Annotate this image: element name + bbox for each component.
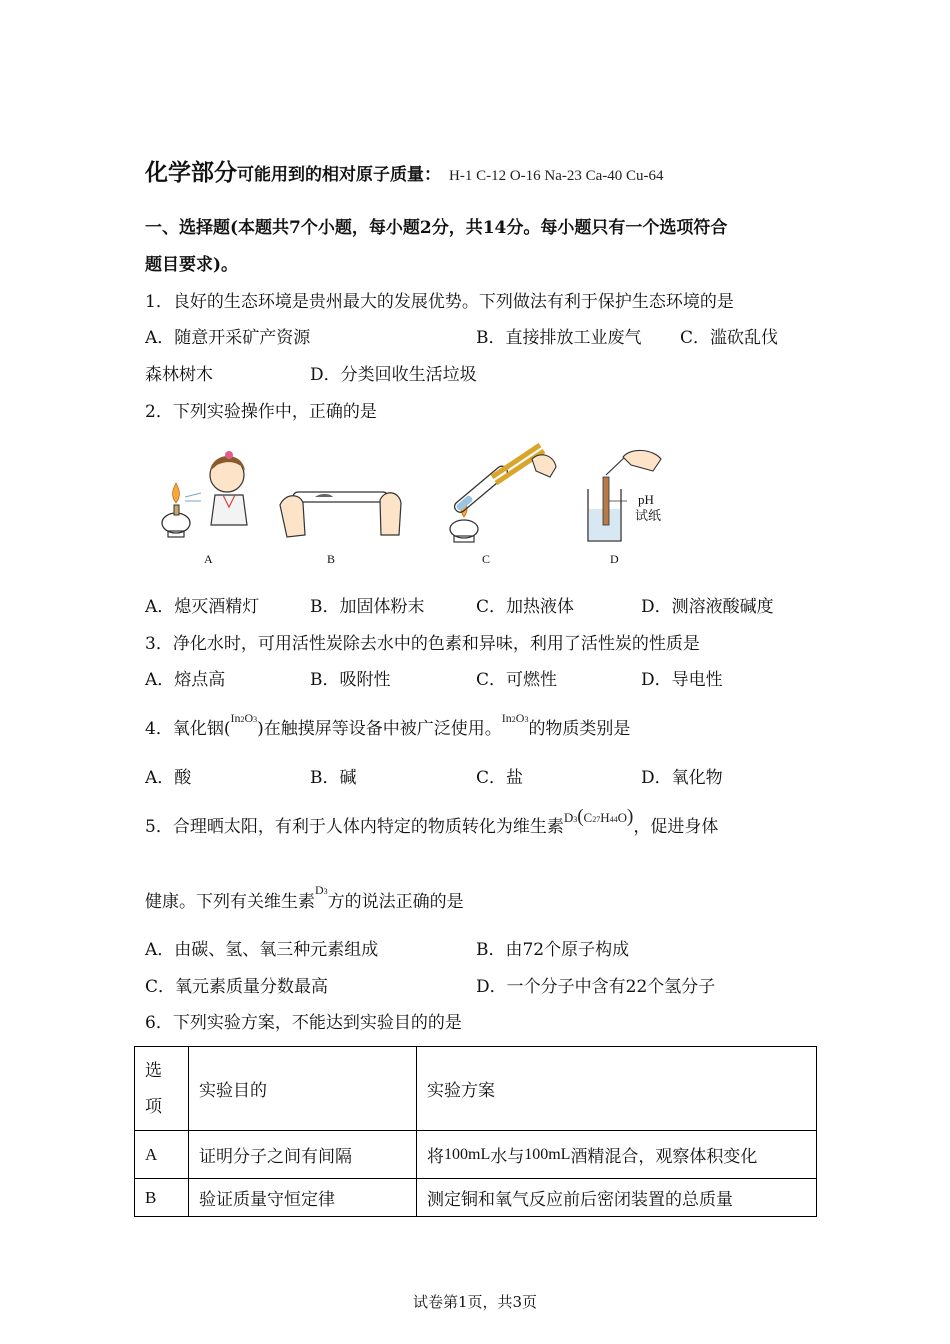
q1-option-a: A．随意开采矿产资源 [145,328,311,348]
row-a-option: A [135,1131,189,1179]
q6-table [134,1046,817,1217]
figure-c-heating-liquid [440,437,560,550]
section-instructions-1: 一、选择题(本题共7个小题，每小题2分，共14分。每小题只有一个选项符合 [145,218,728,238]
section-header [145,159,664,187]
figure-label-b: B [327,552,336,566]
figure-label-d: D [610,552,619,566]
header-purpose: 实验目的 [189,1047,417,1131]
q1-option-c: C．滥砍乱伐 [680,328,779,348]
atomic-mass-values: H-1 C-12 O-16 Na-23 Ca-40 Cu-64 [449,168,664,184]
figure-a-blowing-lamp [155,445,260,550]
formula-d3: D3 [315,883,328,897]
q4-stem-a: 4．氧化铟( [145,719,231,739]
q2-stem: 2．下列实验操作中，正确的是 [145,402,377,422]
figure-label-c: C [482,552,491,566]
q6-stem: 6．下列实验方案，不能达到实验目的的是 [145,1013,462,1033]
q5-option-c: C．氧元素质量分数最高 [145,977,329,997]
table-row [135,1179,817,1217]
q5-stem-line1 [145,806,719,841]
formula-in2o3-2: In2O3 [501,711,529,725]
row-b-plan: 测定铜和氧气反应前后密闭装置的总质量 [417,1179,817,1217]
q4-option-a: A．酸 [145,768,192,788]
q4-stem [145,711,631,743]
row-b-option: B [135,1179,189,1217]
q5-stem-a: 5．合理晒太阳，有利于人体内特定的物质转化为维生素 [145,817,564,837]
row-b-purpose: 验证质量守恒定律 [189,1179,417,1217]
q1-option-b: B．直接排放工业废气 [476,328,642,348]
q5-stem-b: ，促进身体 [633,817,719,837]
q4-option-b: B．碱 [310,768,357,788]
figure-label-a: A [204,552,213,566]
q5-stem-d: 方的说法正确的是 [327,892,464,912]
page-footer: 试卷第1页，共3页 [412,1293,538,1311]
row-a-plan: 将100mL水与100mL酒精混合，观察体积变化 [417,1131,817,1179]
q2-option-a: A．熄灭酒精灯 [145,597,260,617]
table-header-row [135,1047,817,1131]
chemistry-title: 化学部分 [145,159,237,186]
section-instructions-2: 题目要求)。 [145,255,239,275]
q4-stem-b: )在触摸屏等设备中被广泛使用。 [257,719,502,739]
formula-in2o3-1: In2O3 [230,711,258,725]
ph-label: pH [638,492,654,507]
q2-option-c: C．加热液体 [476,597,575,617]
atomic-mass-label: 可能用到的相对原子质量： [237,165,441,185]
q3-option-a: A．熔点高 [145,670,226,690]
formula-vitamin-d3: D3(C27H44O) [563,806,634,827]
q2-option-d: D．测溶液酸碱度 [641,597,774,617]
q5-option-a: A．由碳、氢、氧三种元素组成 [145,940,379,960]
q5-stem-line2 [145,883,464,916]
q3-option-c: C．可燃性 [476,670,558,690]
table-row [135,1131,817,1179]
q2-option-b: B．加固体粉末 [310,597,425,617]
q1-option-c-cont: 森林树木 [145,365,213,385]
q1-stem: 1．良好的生态环境是贵州最大的发展优势。下列做法有利于保护生态环境的是 [145,292,734,312]
header-option: 选 项 [135,1047,189,1131]
row-a-purpose: 证明分子之间有间隔 [189,1131,417,1179]
figure-b-add-powder [275,475,410,550]
q4-stem-c: 的物质类别是 [528,719,631,739]
figure-d-ph-test [583,447,678,547]
q4-option-d: D．氧化物 [641,768,723,788]
header-plan: 实验方案 [417,1047,817,1131]
q5-option-b: B．由72个原子构成 [476,940,630,960]
q3-option-d: D．导电性 [641,670,723,690]
q5-stem-c: 健康。下列有关维生素 [145,892,315,912]
ph-paper-label: 试纸 [635,509,662,524]
q3-stem: 3．净化水时，可用活性炭除去水中的色素和异味，利用了活性炭的性质是 [145,634,700,654]
q5-option-d: D．一个分子中含有22个氢分子 [476,977,716,997]
q1-option-d: D．分类回收生活垃圾 [310,365,477,385]
q3-option-b: B．吸附性 [310,670,391,690]
q4-option-c: C．盐 [476,768,524,788]
